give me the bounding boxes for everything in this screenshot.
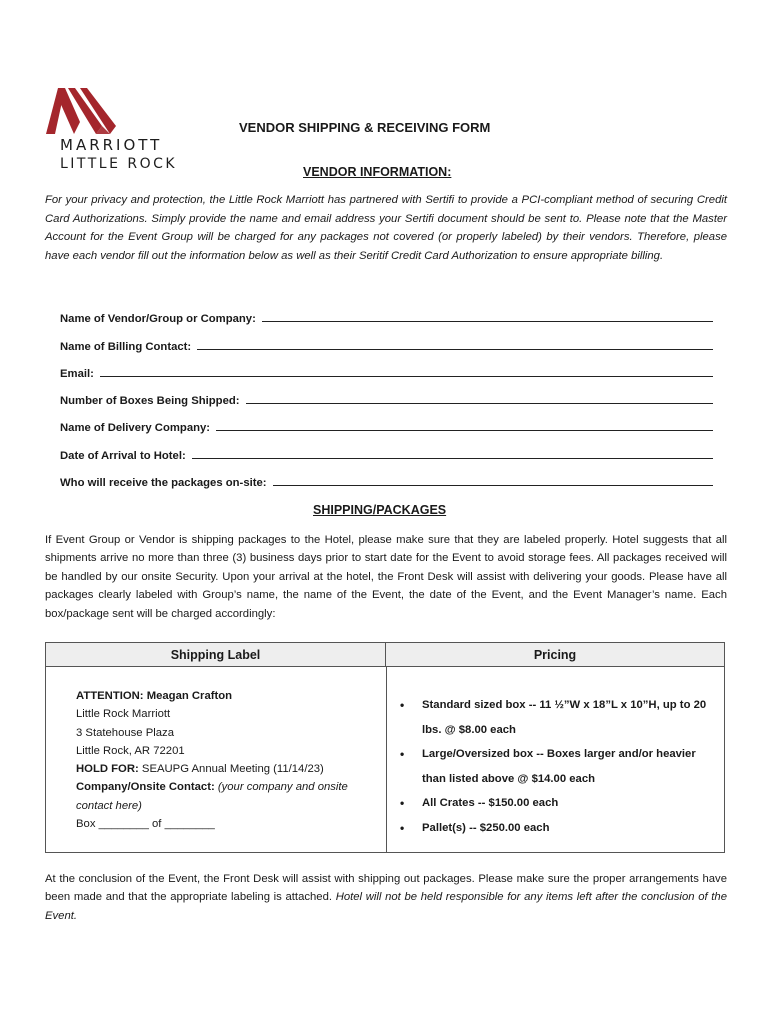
brand-name: MARRIOTT <box>60 136 163 154</box>
fill-line[interactable] <box>246 393 713 404</box>
field-label: Who will receive the packages on-site: <box>60 477 267 490</box>
closing-disclaimer: Hotel will not be held responsible for any items left after the conclusion of the Event. <box>45 891 727 922</box>
shipping-paragraph: If Event Group or Vendor is shipping packages to the Hotel, please make sure that they are labeled properly. Hotel suggests that all shipments arrive no more than three (3) business days prior to start date for the Event to avoid storage fees. All packages received will be handled by our onsite Security. Upon your arrival at the hotel, the Front Desk will assist with delivering your goods. Please have all packages clearly labeled with Group’s name, the name of the Event, the date of the Event, and the Event Manager’s name. Each box/package sent will be charged accordingly: <box>45 534 727 620</box>
column-divider <box>386 667 387 852</box>
field-label: Email: <box>60 367 94 380</box>
field-billing-contact[interactable] <box>60 325 713 352</box>
pricing-item: • Large/Oversized box -- Boxes larger and/or heavier than listed above @ $14.00 each <box>396 742 721 791</box>
address-street: 3 Statehouse Plaza <box>76 726 174 739</box>
form-title: VENDOR SHIPPING & RECEIVING FORM <box>239 120 491 135</box>
address-city: Little Rock, AR 72201 <box>76 744 185 757</box>
fill-line[interactable] <box>262 311 713 322</box>
box-count-line: Box ________ of ________ <box>76 818 215 831</box>
vendor-fields <box>60 298 713 489</box>
pricing-item: • Standard sized box -- 11 ½”W x 18”L x 10”H, up to 20 lbs. @ $8.00 each <box>396 693 721 742</box>
fill-line[interactable] <box>216 420 713 431</box>
attention-line <box>76 687 376 705</box>
field-label: Date of Arrival to Hotel: <box>60 449 186 462</box>
field-delivery-company[interactable] <box>60 407 713 434</box>
attention-label: ATTENTION: <box>76 690 144 702</box>
pricing-header: Pricing <box>386 643 724 667</box>
hold-for-line <box>76 760 376 778</box>
address-hotel: Little Rock Marriott <box>76 708 171 721</box>
field-onsite-receiver[interactable] <box>60 462 713 489</box>
shipping-label-header: Shipping Label <box>46 643 386 667</box>
attention-name: Meagan Crafton <box>143 690 233 702</box>
brand-location: LITTLE ROCK <box>60 156 178 172</box>
fill-line[interactable] <box>100 366 713 377</box>
field-label: Name of Billing Contact: <box>60 340 192 353</box>
closing-text: At the conclusion of the Event, the Front Desk will assist with shipping out packages. Please make sure the proper arrangements have been made and that the appropriate labeling is attached. <box>45 873 727 904</box>
shipping-table <box>45 642 725 853</box>
field-box-count[interactable] <box>60 380 713 407</box>
pricing-item: • All Crates -- $150.00 each <box>396 791 721 816</box>
contact-value: (your company and onsite contact here) <box>76 781 348 812</box>
contact-line <box>76 778 376 815</box>
hold-value: SEAUPG Annual Meeting (11/14/23) <box>138 763 324 776</box>
pricing-item: • Pallet(s) -- $250.00 each <box>396 816 721 841</box>
pricing-list <box>396 693 721 840</box>
field-label: Number of Boxes Being Shipped: <box>60 395 240 408</box>
field-email[interactable] <box>60 353 713 380</box>
shipping-label-block <box>76 687 376 833</box>
fill-line[interactable] <box>192 448 713 459</box>
hold-label: HOLD FOR: <box>76 763 139 776</box>
field-label: Name of Vendor/Group or Company: <box>60 313 256 326</box>
field-label: Name of Delivery Company: <box>60 422 211 435</box>
contact-label: Company/Onsite Contact: <box>76 781 215 794</box>
intro-paragraph: For your privacy and protection, the Little Rock Marriott has partnered with Sertifi to provide a PCI-compliant method of securing Credit Card Authorizations. Simply provide the name and email address your Sertifi document should be sent to. Please note that the Master Account for the Event Group will be charged for any packages not covered (or properly labeled) by their vendors. Therefore, please have each vendor fill out the information below as well as their Seritif Credit Card Authorization to ensure appropriate billing. <box>45 194 727 262</box>
shipping-section-title: SHIPPING/PACKAGES <box>313 503 447 517</box>
field-arrival-date[interactable] <box>60 434 713 461</box>
fill-line[interactable] <box>197 339 713 350</box>
field-vendor-name[interactable] <box>60 298 713 325</box>
closing-paragraph <box>45 870 727 925</box>
fill-line[interactable] <box>273 475 713 486</box>
vendor-section-title: VENDOR INFORMATION: <box>303 165 452 179</box>
marriott-logo <box>44 86 118 136</box>
